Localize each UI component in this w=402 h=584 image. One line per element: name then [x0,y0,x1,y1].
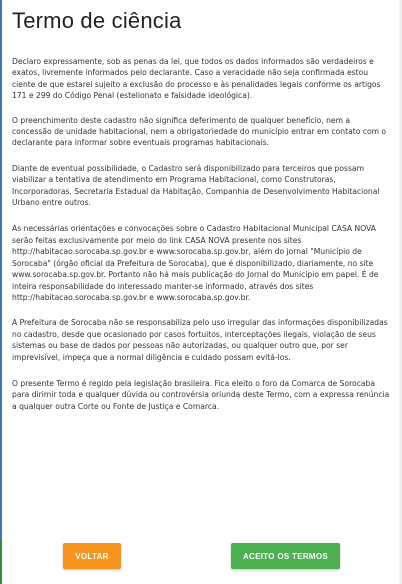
dialog-title: Termo de ciência [12,8,182,33]
terms-paragraph-communications: As necessárias orientações e convocações sobre o Cadastro Habitacional Municipal CASA NOVA serão feitas exclusivamente por meio do link CASA NOVA presente nos sites http://habitacao.sorocaba.sp.gov.br e www.sorocaba.sp.gov.br, além do jornal "Município de Sorocaba" (órgão oficial da Prefeitura de Sorocaba), que é disponibilizado, diariamente, no site www.sorocaba.sp.gov.br. Portanto não há mais publicação do Jornal do Município em papel. É de inteira responsabilidade do interessado manter-se informado, através dos sites http://habitacao.sorocaba.sp.gov.br e www.sorocaba.sp.gov.br. [12,224,379,302]
terms-body [12,56,390,425]
terms-paragraph-third-parties: Diante de eventual possibilidade, o Cadastro será disponibilizado para terceiros que possam viabilizar a tentativa de atendimento em Programa Habitacional, como Construtoras, Incorporadoras, Secretaria Estadual da Habitação, Companhia de Desenvolvimento Habitacional Urbano entre outros. [12,163,380,208]
terms-paragraph-jurisdiction: O presente Termo é regido pela legislação brasileira. Fica eleito o foro da Comarca de Sorocaba para dirimir toda e qualquer dúvida ou controvérsia oriunda deste Termo, com a expressa renúncia a qualquer outra Corte ou Fonte de Justiça e Comarca. [12,378,390,411]
dialog-actions [0,543,402,569]
back-button[interactable]: VOLTAR [63,543,121,569]
accept-terms-button[interactable]: ACEITO OS TERMOS [231,543,340,569]
terms-paragraph-no-benefit: O preenchimento deste cadastro não significa deferimento de qualquer benefício, nem a concessão de unidade habitacional, nem a obrigatoriedade do município entrar em contato com o declarante para informar sobre eventuais programas habitacionais. [12,115,387,148]
terms-paragraph-liability: A Prefeitura de Sorocaba não se responsabiliza pelo uso irregular das informações disponibilizadas no cadastro, desde que ocasionado por casos fortuitos, interceptações ilegais, violação de seus sistemas ou base de dados por pessoas não autorizadas, ou qualquer outro que, por ser imprevisível, impeça que a normal diligência e cuidado possam evitá-los. [12,318,388,362]
terms-paragraph-declaration: Declaro expressamente, sob as penas da lei, que todos os dados informados são verdadeiros e exatos, livremente informados pelo declarante. Caso a veracidade não seja confirmada estou ciente de que estarei sujeito a exclusão do processo e às penalidades legais conforme os artigos 171 e 299 do Código Penal (estelionato e falsidade ideológica). [12,57,381,101]
background-edge-left [0,0,2,584]
scroll-shadow-right [398,0,402,584]
